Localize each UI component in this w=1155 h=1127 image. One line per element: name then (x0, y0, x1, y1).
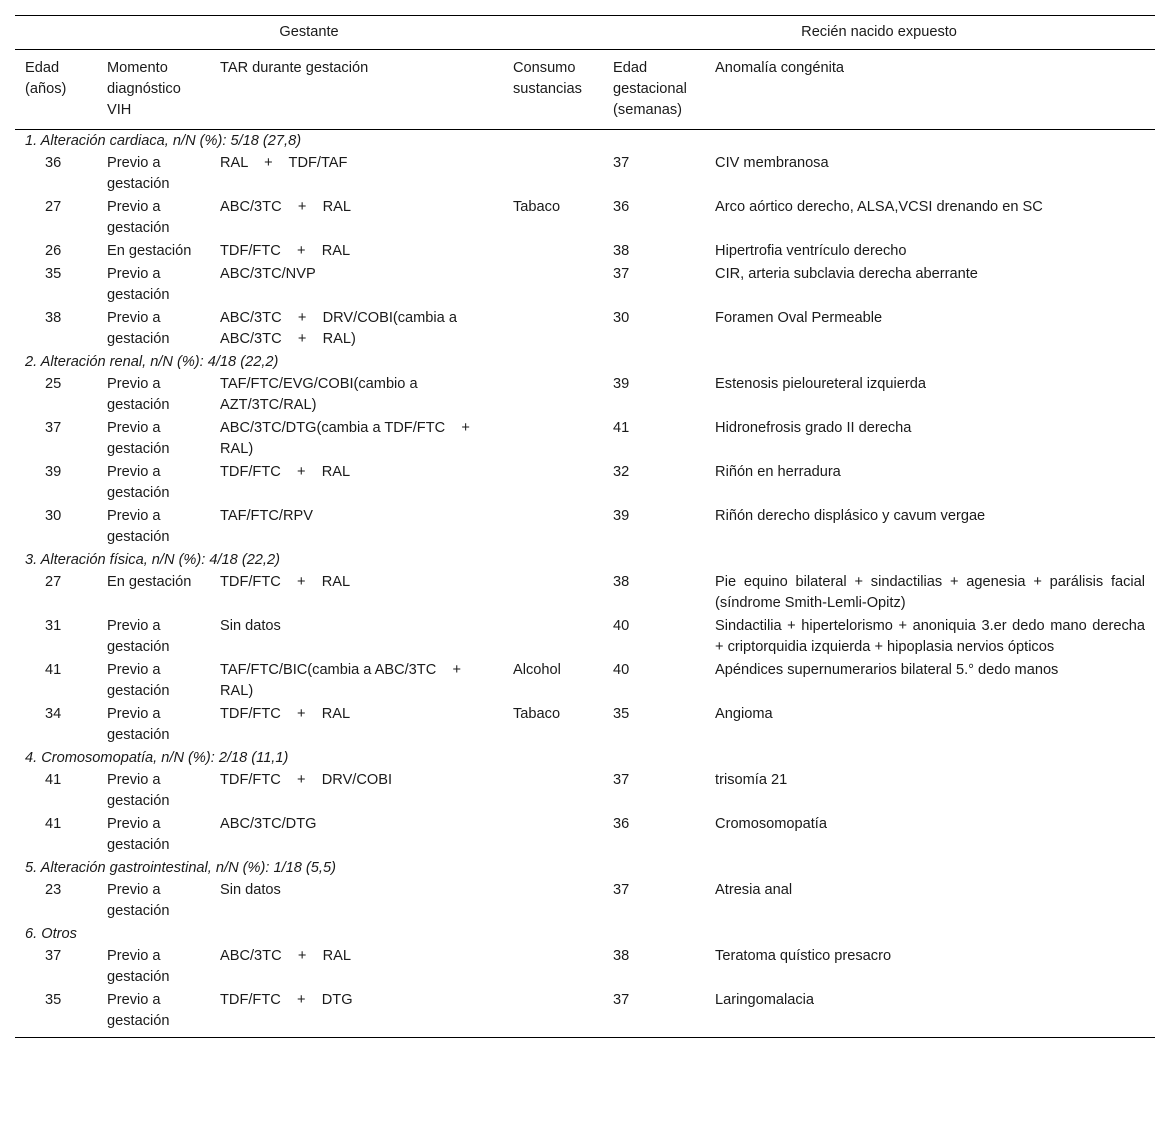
table-row (15, 307, 1155, 351)
section-header-row (15, 130, 1155, 153)
cell-edad-gestacional: 35 (613, 706, 630, 722)
cell-consumo-sustancias (503, 615, 603, 659)
cell-edad: 41 (45, 772, 62, 788)
cell-tar: ABC/3TC/NVP (220, 266, 316, 282)
cell-edad-gestacional: 37 (613, 155, 630, 171)
cell-edad-gestacional: 41 (613, 420, 630, 436)
cell-momento-diagnostico: Previo a gestación (107, 882, 170, 919)
section-title: 3. Alteración física, n/N (%): 4/18 (22,2) (25, 552, 280, 568)
cell-edad-gestacional: 37 (613, 882, 630, 898)
cell-momento-diagnostico: Previo a gestación (97, 989, 210, 1038)
cell-tar: TAF/FTC/EVG/COBI(cambio a AZT/3TC/RAL) (220, 376, 421, 413)
cell-consumo-sustancias (503, 989, 603, 1038)
cell-edad: 26 (45, 243, 62, 259)
cell-edad-gestacional: 30 (613, 310, 630, 326)
anomalies-table-container (15, 15, 1155, 1038)
cell-tar: TDF/FTC + RAL (220, 464, 351, 480)
column-header-edad: Edad (años) (15, 50, 97, 130)
table-row (15, 659, 1155, 703)
cell-edad: 39 (45, 464, 62, 480)
cell-anomalia-congenita: Cromosomopatía (715, 816, 827, 832)
cell-tar: ABC/3TC/DTG (220, 816, 317, 832)
cell-anomalia-congenita: Teratoma quístico presacro (715, 948, 892, 964)
cell-anomalia-congenita: Riñón en herradura (715, 464, 841, 480)
section-title: 6. Otros (25, 926, 77, 942)
cell-anomalia-congenita: Foramen Oval Permeable (715, 310, 883, 326)
cell-edad-gestacional: 38 (613, 574, 630, 590)
cell-consumo-sustancias (503, 571, 603, 615)
column-header-consumo-sustancias: Consumo sustancias (503, 50, 603, 130)
table-row (15, 703, 1155, 747)
column-header-tar: TAR durante gestación (210, 50, 503, 130)
section-title: 5. Alteración gastrointestinal, n/N (%): 1/18 (5,5) (25, 860, 336, 876)
cell-tar: ABC/3TC/DTG(cambia a TDF/FTC + RAL) (220, 420, 487, 457)
cell-edad-gestacional: 36 (613, 816, 630, 832)
cell-consumo-sustancias (503, 240, 603, 263)
section-header-row (15, 549, 1155, 571)
cell-anomalia-congenita: Pie equino bilateral + sindactilias + agenesia + parálisis facial (síndrome Smith-Lemli-Opitz) (715, 574, 1146, 611)
cell-anomalia-congenita: Apéndices supernumerarios bilateral 5.° dedo manos (715, 662, 1059, 678)
cell-momento-diagnostico: Previo a gestación (107, 508, 170, 545)
anomalies-table (15, 15, 1155, 1038)
cell-tar: Sin datos (220, 618, 281, 634)
cell-momento-diagnostico: Previo a gestación (107, 464, 170, 501)
cell-momento-diagnostico: Previo a gestación (107, 948, 170, 985)
table-row (15, 152, 1155, 196)
table-row (15, 196, 1155, 240)
column-header-edad-gestacional: Edad gestacional (semanas) (603, 50, 705, 130)
cell-edad: 34 (45, 706, 62, 722)
table-row (15, 945, 1155, 989)
cell-edad-gestacional: 37 (613, 772, 630, 788)
cell-anomalia-congenita: Riñón derecho displásico y cavum vergae (715, 508, 986, 524)
cell-consumo-sustancias (503, 373, 603, 417)
section-header-row (15, 857, 1155, 879)
cell-edad-gestacional: 40 (613, 618, 630, 634)
cell-anomalia-congenita: Laringomalacia (705, 989, 1155, 1038)
table-row (15, 373, 1155, 417)
cell-tar: TAF/FTC/BIC(cambia a ABC/3TC + RAL) (220, 662, 478, 699)
table-row (15, 769, 1155, 813)
cell-edad-gestacional: 38 (613, 243, 630, 259)
cell-anomalia-congenita: Sindactilia + hipertelorismo + anoniquia 3.er dedo mano derecha + criptorquidia izquierda + hipoplasia nervios ópticos (715, 618, 1146, 655)
table-row (15, 240, 1155, 263)
section-header-row (15, 351, 1155, 373)
cell-consumo-sustancias (503, 769, 603, 813)
section-title: 2. Alteración renal, n/N (%): 4/18 (22,2) (25, 354, 279, 370)
cell-tar: ABC/3TC + RAL (220, 199, 351, 215)
table-row (15, 989, 1155, 1038)
cell-consumo-sustancias (503, 505, 603, 549)
cell-momento-diagnostico: En gestación (107, 574, 192, 590)
table-header (15, 16, 1155, 130)
cell-consumo-sustancias (503, 307, 603, 351)
cell-tar: TAF/FTC/RPV (220, 508, 313, 524)
cell-edad-gestacional: 32 (613, 464, 630, 480)
cell-edad: 31 (45, 618, 62, 634)
table-row (15, 571, 1155, 615)
section-title: 1. Alteración cardiaca, n/N (%): 5/18 (27,8) (25, 133, 302, 149)
cell-consumo-sustancias (503, 461, 603, 505)
cell-anomalia-congenita: Arco aórtico derecho, ALSA,VCSI drenando en SC (715, 199, 1043, 215)
cell-momento-diagnostico: Previo a gestación (107, 155, 170, 192)
table-row (15, 615, 1155, 659)
cell-consumo-sustancias: Tabaco (513, 199, 561, 215)
cell-edad-gestacional: 39 (613, 376, 630, 392)
cell-anomalia-congenita: Atresia anal (715, 882, 793, 898)
cell-edad: 27 (45, 574, 62, 590)
cell-tar: ABC/3TC + RAL (220, 948, 351, 964)
cell-consumo-sustancias (503, 813, 603, 857)
cell-consumo-sustancias (503, 879, 603, 923)
cell-momento-diagnostico: Previo a gestación (107, 662, 170, 699)
cell-tar: TDF/FTC + DRV/COBI (220, 772, 393, 788)
cell-consumo-sustancias: Alcohol (513, 662, 561, 678)
cell-edad: 38 (45, 310, 62, 326)
cell-tar: TDF/FTC + RAL (220, 243, 351, 259)
cell-anomalia-congenita: Angioma (715, 706, 773, 722)
table-row (15, 417, 1155, 461)
table-body (15, 130, 1155, 1038)
column-header-momento-diagnostico: Momento diagnóstico VIH (97, 50, 210, 130)
cell-anomalia-congenita: Estenosis pieloureteral izquierda (715, 376, 926, 392)
cell-edad-gestacional: 36 (613, 199, 630, 215)
cell-edad: 37 (45, 420, 62, 436)
cell-tar: ABC/3TC + DRV/COBI(cambia a ABC/3TC + RAL) (220, 310, 461, 347)
cell-anomalia-congenita: CIV membranosa (715, 155, 829, 171)
cell-edad: 23 (45, 882, 62, 898)
cell-edad-gestacional: 40 (613, 662, 630, 678)
cell-tar: RAL + TDF/TAF (220, 155, 348, 171)
cell-anomalia-congenita: trisomía 21 (715, 772, 788, 788)
column-header-anomalia-congenita: Anomalía congénita (705, 50, 1155, 130)
cell-tar: TDF/FTC + RAL (220, 706, 351, 722)
cell-consumo-sustancias (503, 945, 603, 989)
cell-tar: TDF/FTC + RAL (220, 574, 351, 590)
cell-momento-diagnostico: Previo a gestación (107, 816, 170, 853)
cell-edad-gestacional: 39 (613, 508, 630, 524)
table-row (15, 879, 1155, 923)
cell-momento-diagnostico: Previo a gestación (107, 310, 170, 347)
cell-anomalia-congenita: Hidronefrosis grado II derecha (715, 420, 912, 436)
cell-edad: 37 (45, 948, 62, 964)
cell-tar: TDF/FTC + DTG (210, 989, 503, 1038)
cell-momento-diagnostico: Previo a gestación (107, 376, 170, 413)
header-column-row (15, 50, 1155, 130)
cell-consumo-sustancias (503, 152, 603, 196)
section-header-row (15, 923, 1155, 945)
cell-edad: 41 (45, 816, 62, 832)
cell-edad: 35 (15, 989, 97, 1038)
cell-edad: 30 (45, 508, 62, 524)
cell-momento-diagnostico: Previo a gestación (107, 772, 170, 809)
cell-edad: 36 (45, 155, 62, 171)
cell-tar: Sin datos (220, 882, 281, 898)
table-row (15, 461, 1155, 505)
cell-momento-diagnostico: Previo a gestación (107, 199, 170, 236)
cell-edad: 27 (45, 199, 62, 215)
cell-edad-gestacional: 37 (603, 989, 705, 1038)
cell-momento-diagnostico: Previo a gestación (107, 420, 170, 457)
cell-edad: 25 (45, 376, 62, 392)
cell-anomalia-congenita: Hipertrofia ventrículo derecho (715, 243, 907, 259)
cell-momento-diagnostico: Previo a gestación (107, 618, 170, 655)
cell-consumo-sustancias: Tabaco (513, 706, 561, 722)
cell-momento-diagnostico: Previo a gestación (107, 266, 170, 303)
table-row (15, 263, 1155, 307)
table-row (15, 505, 1155, 549)
cell-consumo-sustancias (503, 417, 603, 461)
cell-momento-diagnostico: Previo a gestación (107, 706, 170, 743)
header-group-gestante: Gestante (15, 16, 603, 50)
cell-edad: 35 (45, 266, 62, 282)
cell-momento-diagnostico: En gestación (107, 243, 192, 259)
cell-edad-gestacional: 37 (613, 266, 630, 282)
cell-edad: 41 (45, 662, 62, 678)
cell-edad-gestacional: 38 (613, 948, 630, 964)
section-title: 4. Cromosomopatía, n/N (%): 2/18 (11,1) (25, 750, 289, 766)
header-group-recien-nacido: Recién nacido expuesto (603, 16, 1155, 50)
section-header-row (15, 747, 1155, 769)
cell-anomalia-congenita: CIR, arteria subclavia derecha aberrante (715, 266, 978, 282)
header-group-row (15, 16, 1155, 50)
cell-consumo-sustancias (503, 263, 603, 307)
table-row (15, 813, 1155, 857)
